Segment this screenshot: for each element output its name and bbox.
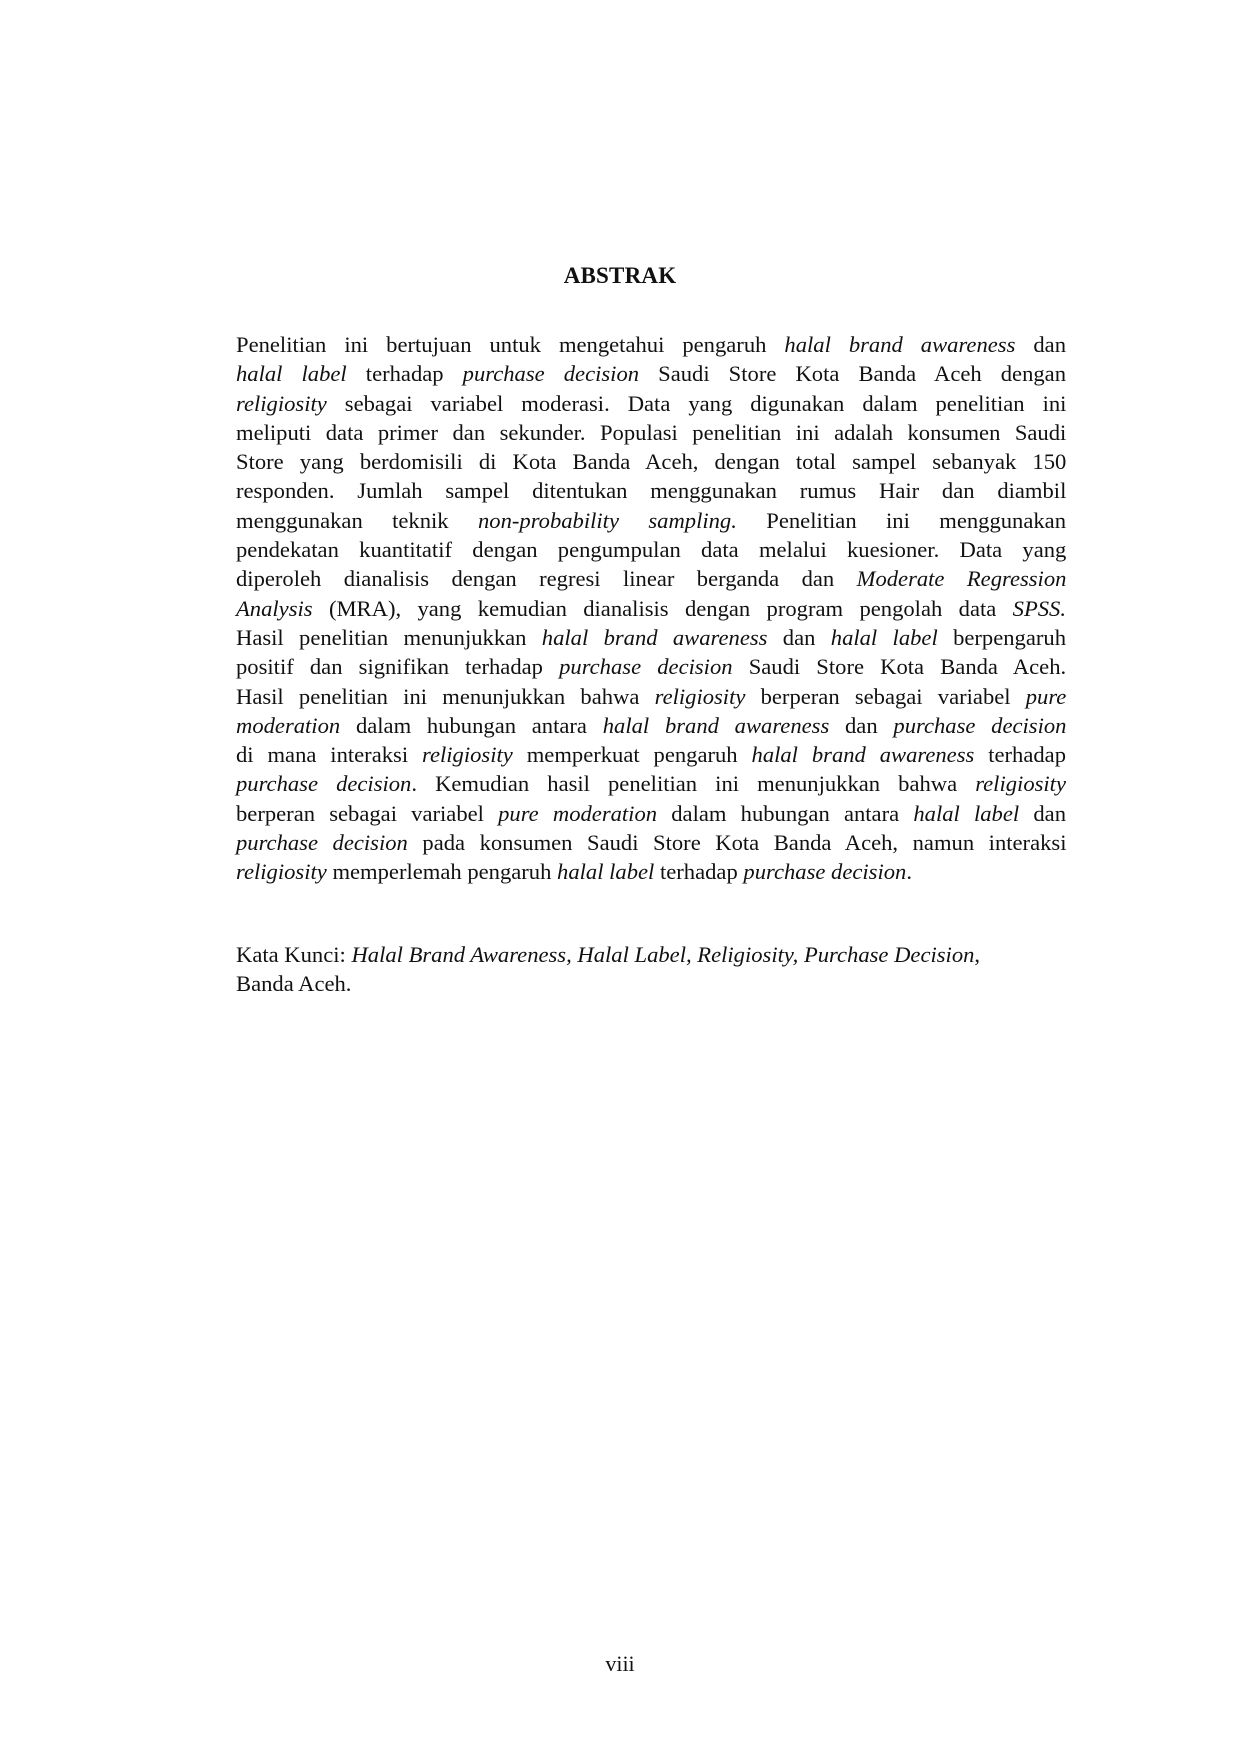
text-run: menggunakan teknik	[236, 507, 478, 533]
keywords-label: Kata Kunci:	[236, 942, 352, 967]
text-run: meliputi data primer dan sekunder. Populasi penelitian ini adalah konsumen Saudi	[236, 419, 1067, 445]
text-run: dan	[829, 712, 894, 738]
text-run: responden. Jumlah sampel ditentukan menggunakan rumus Hair dan diambil	[236, 478, 1067, 504]
abstract-body	[236, 330, 1066, 887]
abstract-line	[236, 857, 1066, 886]
text-run: Store yang berdomisili di Kota Banda Aceh, dengan total sampel sebanyak 150	[236, 449, 1067, 475]
abstract-line	[236, 769, 1066, 798]
italic-term: halal label	[913, 800, 1020, 826]
text-run: Hasil penelitian menunjukkan	[236, 624, 542, 650]
italic-term: religiosity	[236, 390, 327, 416]
text-run: terhadap	[346, 361, 463, 387]
page-number: viii	[605, 1651, 635, 1676]
abstract-line	[236, 447, 1066, 476]
keywords-line-2: Banda Aceh.	[236, 971, 352, 997]
italic-term: halal label	[830, 624, 938, 650]
italic-term: non-probability sampling.	[478, 507, 737, 533]
italic-term: SPSS.	[1012, 595, 1066, 621]
italic-term: religiosity	[236, 859, 327, 885]
italic-term: halal label	[557, 859, 655, 885]
text-run: positif dan signifikan terhadap	[236, 654, 560, 680]
italic-term: religiosity	[975, 771, 1066, 797]
italic-term: pure	[1025, 683, 1067, 709]
text-run: dan	[1019, 800, 1066, 826]
abstract-heading: ABSTRAK	[563, 263, 677, 288]
italic-term: purchase decision	[559, 654, 733, 680]
text-run: di mana interaksi	[236, 742, 423, 768]
text-run: memperlemah pengaruh	[326, 859, 558, 885]
text-run: sebagai variabel moderasi. Data yang digunakan dalam penelitian ini	[326, 390, 1067, 416]
text-run: dalam hubungan antara	[657, 800, 914, 826]
italic-term: halal label	[236, 361, 347, 387]
text-run: (MRA), yang kemudian dianalisis dengan program pengolah data	[312, 595, 1013, 621]
italic-term: halal brand awareness	[602, 712, 830, 738]
text-run: pada konsumen Saudi Store Kota Banda Aceh, namun interaksi	[407, 830, 1067, 856]
italic-term: religiosity	[654, 683, 746, 709]
text-run: Penelitian ini menggunakan	[736, 507, 1067, 533]
italic-term: purchase decision	[893, 712, 1067, 738]
abstract-line	[236, 711, 1066, 740]
text-run: Hasil penelitian ini menunjukkan bahwa	[236, 683, 655, 709]
text-run: Saudi Store Kota Banda Aceh.	[732, 654, 1067, 680]
italic-term: moderation	[236, 712, 341, 738]
abstract-line	[236, 359, 1066, 388]
abstract-line	[236, 564, 1066, 593]
keywords-section	[236, 940, 1066, 999]
abstract-line	[236, 652, 1066, 681]
abstract-line	[236, 535, 1066, 564]
italic-term: purchase decision	[236, 771, 412, 797]
italic-term: halal brand awareness	[784, 332, 1016, 357]
keywords-comma: ,	[974, 942, 981, 967]
italic-term: halal brand awareness	[751, 742, 975, 768]
text-run: berperan sebagai variabel	[745, 683, 1026, 709]
italic-term: Analysis	[236, 595, 313, 621]
italic-term: religiosity	[422, 742, 513, 768]
text-run: Saudi Store Kota Banda Aceh dengan	[639, 361, 1067, 387]
abstract-line	[236, 682, 1066, 711]
text-run: memperkuat pengaruh	[512, 742, 752, 768]
text-run: dan	[1015, 332, 1066, 357]
italic-term: Moderate Regression	[856, 566, 1067, 592]
text-run: berpengaruh	[937, 624, 1066, 650]
abstract-line	[236, 506, 1066, 535]
text-run: terhadap	[654, 859, 744, 885]
text-run: . Kemudian hasil penelitian ini menunjukkan bahwa	[411, 771, 976, 797]
abstract-line	[236, 740, 1066, 769]
keywords-line-1	[236, 940, 1066, 969]
abstract-line	[236, 828, 1066, 857]
italic-term: purchase decision	[236, 830, 408, 856]
keywords-terms: Halal Brand Awareness, Halal Label, Religiosity, Purchase Decision	[351, 942, 975, 967]
abstract-line	[236, 389, 1066, 418]
abstract-line	[236, 418, 1066, 447]
abstract-line	[236, 476, 1066, 505]
text-run: berperan sebagai variabel	[236, 800, 499, 826]
text-run: dalam hubungan antara	[340, 712, 603, 738]
italic-term: purchase decision	[462, 361, 640, 387]
text-run: diperoleh dianalisis dengan regresi linear berganda dan	[236, 566, 857, 592]
text-run: pendekatan kuantitatif dengan pengumpulan data melalui kuesioner. Data yang	[236, 537, 1067, 563]
italic-term: purchase decision	[743, 859, 907, 885]
text-run: Penelitian ini bertujuan untuk mengetahui pengaruh	[236, 332, 785, 357]
abstract-line	[236, 799, 1066, 828]
italic-term: halal brand awareness	[541, 624, 768, 650]
text-run: .	[906, 859, 912, 885]
text-run: terhadap	[974, 742, 1066, 768]
abstract-line	[236, 330, 1066, 359]
italic-term: pure moderation	[498, 800, 658, 826]
abstract-line	[236, 594, 1066, 623]
abstract-line	[236, 623, 1066, 652]
text-run: dan	[767, 624, 831, 650]
